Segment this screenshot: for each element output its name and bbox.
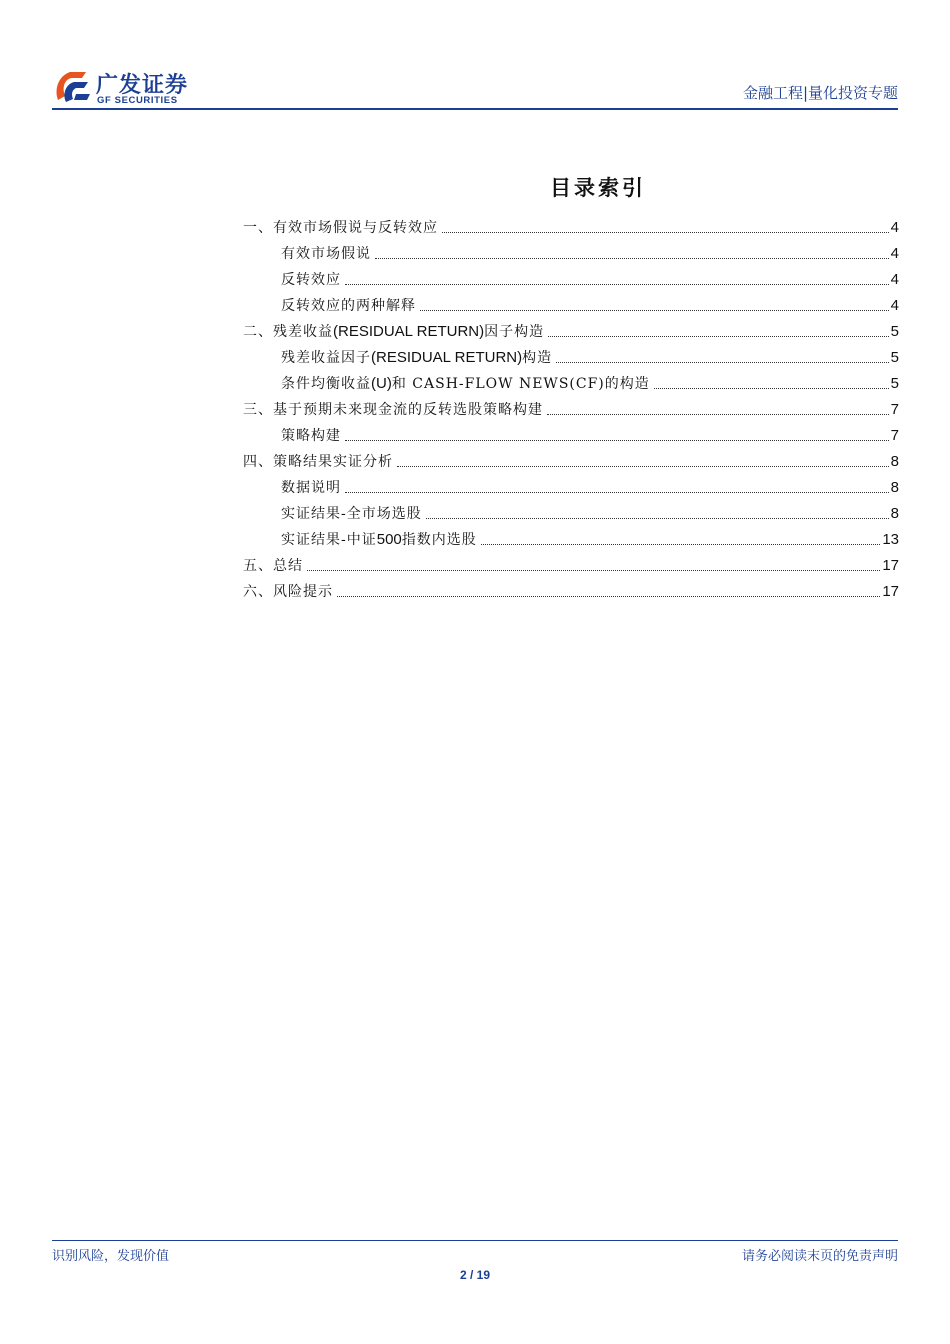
toc-leader-dots: [442, 231, 889, 233]
toc-entry-page: 4: [890, 271, 899, 288]
toc-entry-title: [243, 449, 393, 475]
toc-entry-latin: 500: [376, 531, 402, 548]
toc-entry-section[interactable]: [243, 371, 899, 397]
header-divider: [52, 108, 898, 110]
toc-entry-title: [243, 579, 333, 605]
toc-entry-text: 有效市场假说与反转效应: [273, 220, 438, 236]
toc-entry-title: [281, 241, 371, 267]
toc-entry-prefix: 一、: [243, 220, 273, 236]
toc-entry-text: 数据说明: [281, 480, 341, 496]
toc-entry-page: 4: [890, 219, 899, 236]
toc-entry-text: 总结: [273, 558, 303, 574]
toc-leader-dots: [337, 595, 880, 597]
toc-entry-text: 实证结果-全市场选股: [281, 506, 422, 522]
toc-entry-latin: (RESIDUAL RETURN): [333, 323, 485, 340]
toc-leader-dots: [654, 387, 889, 389]
toc-leader-dots: [307, 569, 880, 571]
logo-english-name: GF SECURITIES: [97, 95, 178, 106]
toc-entry-title: [281, 423, 341, 449]
toc-entry-page: 5: [890, 323, 899, 340]
toc-entry-suffix: 构造: [522, 350, 553, 366]
toc-leader-dots: [426, 517, 889, 519]
toc-entry-chapter[interactable]: [243, 319, 899, 345]
toc-entry-section[interactable]: [243, 475, 899, 501]
toc-entry-text: 策略结果实证分析: [273, 454, 393, 470]
toc-entry-chapter[interactable]: [243, 215, 899, 241]
toc-title: 目录索引: [550, 175, 646, 200]
toc-entry-title: [281, 371, 650, 397]
toc-entry-latin: (RESIDUAL RETURN): [371, 349, 523, 366]
toc-entry-suffix: 指数内选股: [401, 532, 477, 548]
toc-entry-title: [243, 397, 543, 423]
table-of-contents: [243, 215, 899, 605]
toc-entry-text: 反转效应: [281, 272, 341, 288]
logo-chinese-name: 广发证券: [96, 73, 189, 98]
toc-leader-dots: [375, 257, 889, 259]
gf-securities-logo: [52, 66, 212, 108]
toc-entry-section[interactable]: [243, 293, 899, 319]
toc-entry-chapter[interactable]: [243, 579, 899, 605]
toc-entry-title: [281, 345, 552, 371]
toc-leader-dots: [556, 361, 889, 363]
toc-entry-chapter[interactable]: [243, 449, 899, 475]
toc-entry-page: 5: [890, 349, 899, 366]
footer-slogan: 识别风险，发现价值: [52, 1249, 170, 1264]
page-header: [52, 62, 898, 108]
toc-entry-text: 风险提示: [273, 584, 333, 600]
toc-entry-text: 反转效应的两种解释: [281, 298, 416, 314]
toc-entry-page: 17: [882, 583, 899, 600]
toc-entry-prefix: 五、: [243, 558, 273, 574]
toc-entry-title: [281, 475, 341, 501]
toc-leader-dots: [397, 465, 889, 467]
toc-entry-page: 7: [890, 401, 899, 418]
toc-entry-section[interactable]: [243, 345, 899, 371]
toc-entry-page: 8: [890, 453, 899, 470]
toc-entry-suffix: 因子构造: [484, 324, 545, 340]
toc-leader-dots: [420, 309, 889, 311]
toc-entry-text: 条件均衡收益: [281, 376, 371, 392]
toc-entry-title: [281, 293, 416, 319]
toc-entry-title: [243, 553, 303, 579]
toc-entry-page: 5: [890, 375, 899, 392]
toc-entry-title: [243, 215, 438, 241]
toc-entry-prefix: 六、: [243, 584, 273, 600]
toc-entry-section[interactable]: [243, 423, 899, 449]
toc-entry-text: 有效市场假说: [281, 246, 371, 262]
toc-entry-section[interactable]: [243, 501, 899, 527]
page-number: 2 / 19: [459, 1268, 491, 1282]
toc-entry-page: 8: [890, 505, 899, 522]
toc-leader-dots: [547, 413, 889, 415]
gf-logo-icon: [52, 66, 94, 108]
toc-entry-title: [281, 267, 341, 293]
toc-entry-chapter[interactable]: [243, 553, 899, 579]
toc-entry-page: 13: [882, 531, 899, 548]
toc-entry-suffix: 和 CASH-FLOW NEWS(CF)的构造: [391, 376, 650, 392]
toc-entry-section[interactable]: [243, 241, 899, 267]
toc-entry-prefix: 四、: [243, 454, 273, 470]
toc-entry-title: [281, 501, 422, 527]
toc-leader-dots: [345, 283, 889, 285]
toc-entry-text: 策略构建: [281, 428, 341, 444]
toc-entry-page: 17: [882, 557, 899, 574]
toc-entry-text: 基于预期未来现金流的反转选股策略构建: [273, 402, 543, 418]
toc-entry-prefix: 二、: [243, 324, 273, 340]
header-section-title: 金融工程|量化投资专题: [742, 84, 898, 102]
toc-entry-latin: (U): [371, 375, 392, 392]
toc-entry-page: 4: [890, 245, 899, 262]
toc-entry-text: 残差收益因子: [281, 350, 371, 366]
toc-entry-title: [243, 319, 544, 345]
footer-disclaimer-note: 请务必阅读末页的免责声明: [741, 1249, 898, 1264]
toc-entry-section[interactable]: [243, 267, 899, 293]
toc-leader-dots: [481, 543, 881, 545]
toc-entry-page: 7: [890, 427, 899, 444]
toc-entry-page: 8: [890, 479, 899, 496]
toc-entry-title: [281, 527, 477, 553]
toc-entry-text: 实证结果-中证: [281, 532, 377, 548]
toc-entry-section[interactable]: [243, 527, 899, 553]
toc-entry-page: 4: [890, 297, 899, 314]
toc-leader-dots: [345, 491, 889, 493]
footer-divider: [52, 1240, 898, 1241]
toc-entry-prefix: 三、: [243, 402, 273, 418]
toc-entry-chapter[interactable]: [243, 397, 899, 423]
toc-entry-text: 残差收益: [273, 324, 333, 340]
toc-leader-dots: [345, 439, 889, 441]
toc-leader-dots: [548, 335, 889, 337]
